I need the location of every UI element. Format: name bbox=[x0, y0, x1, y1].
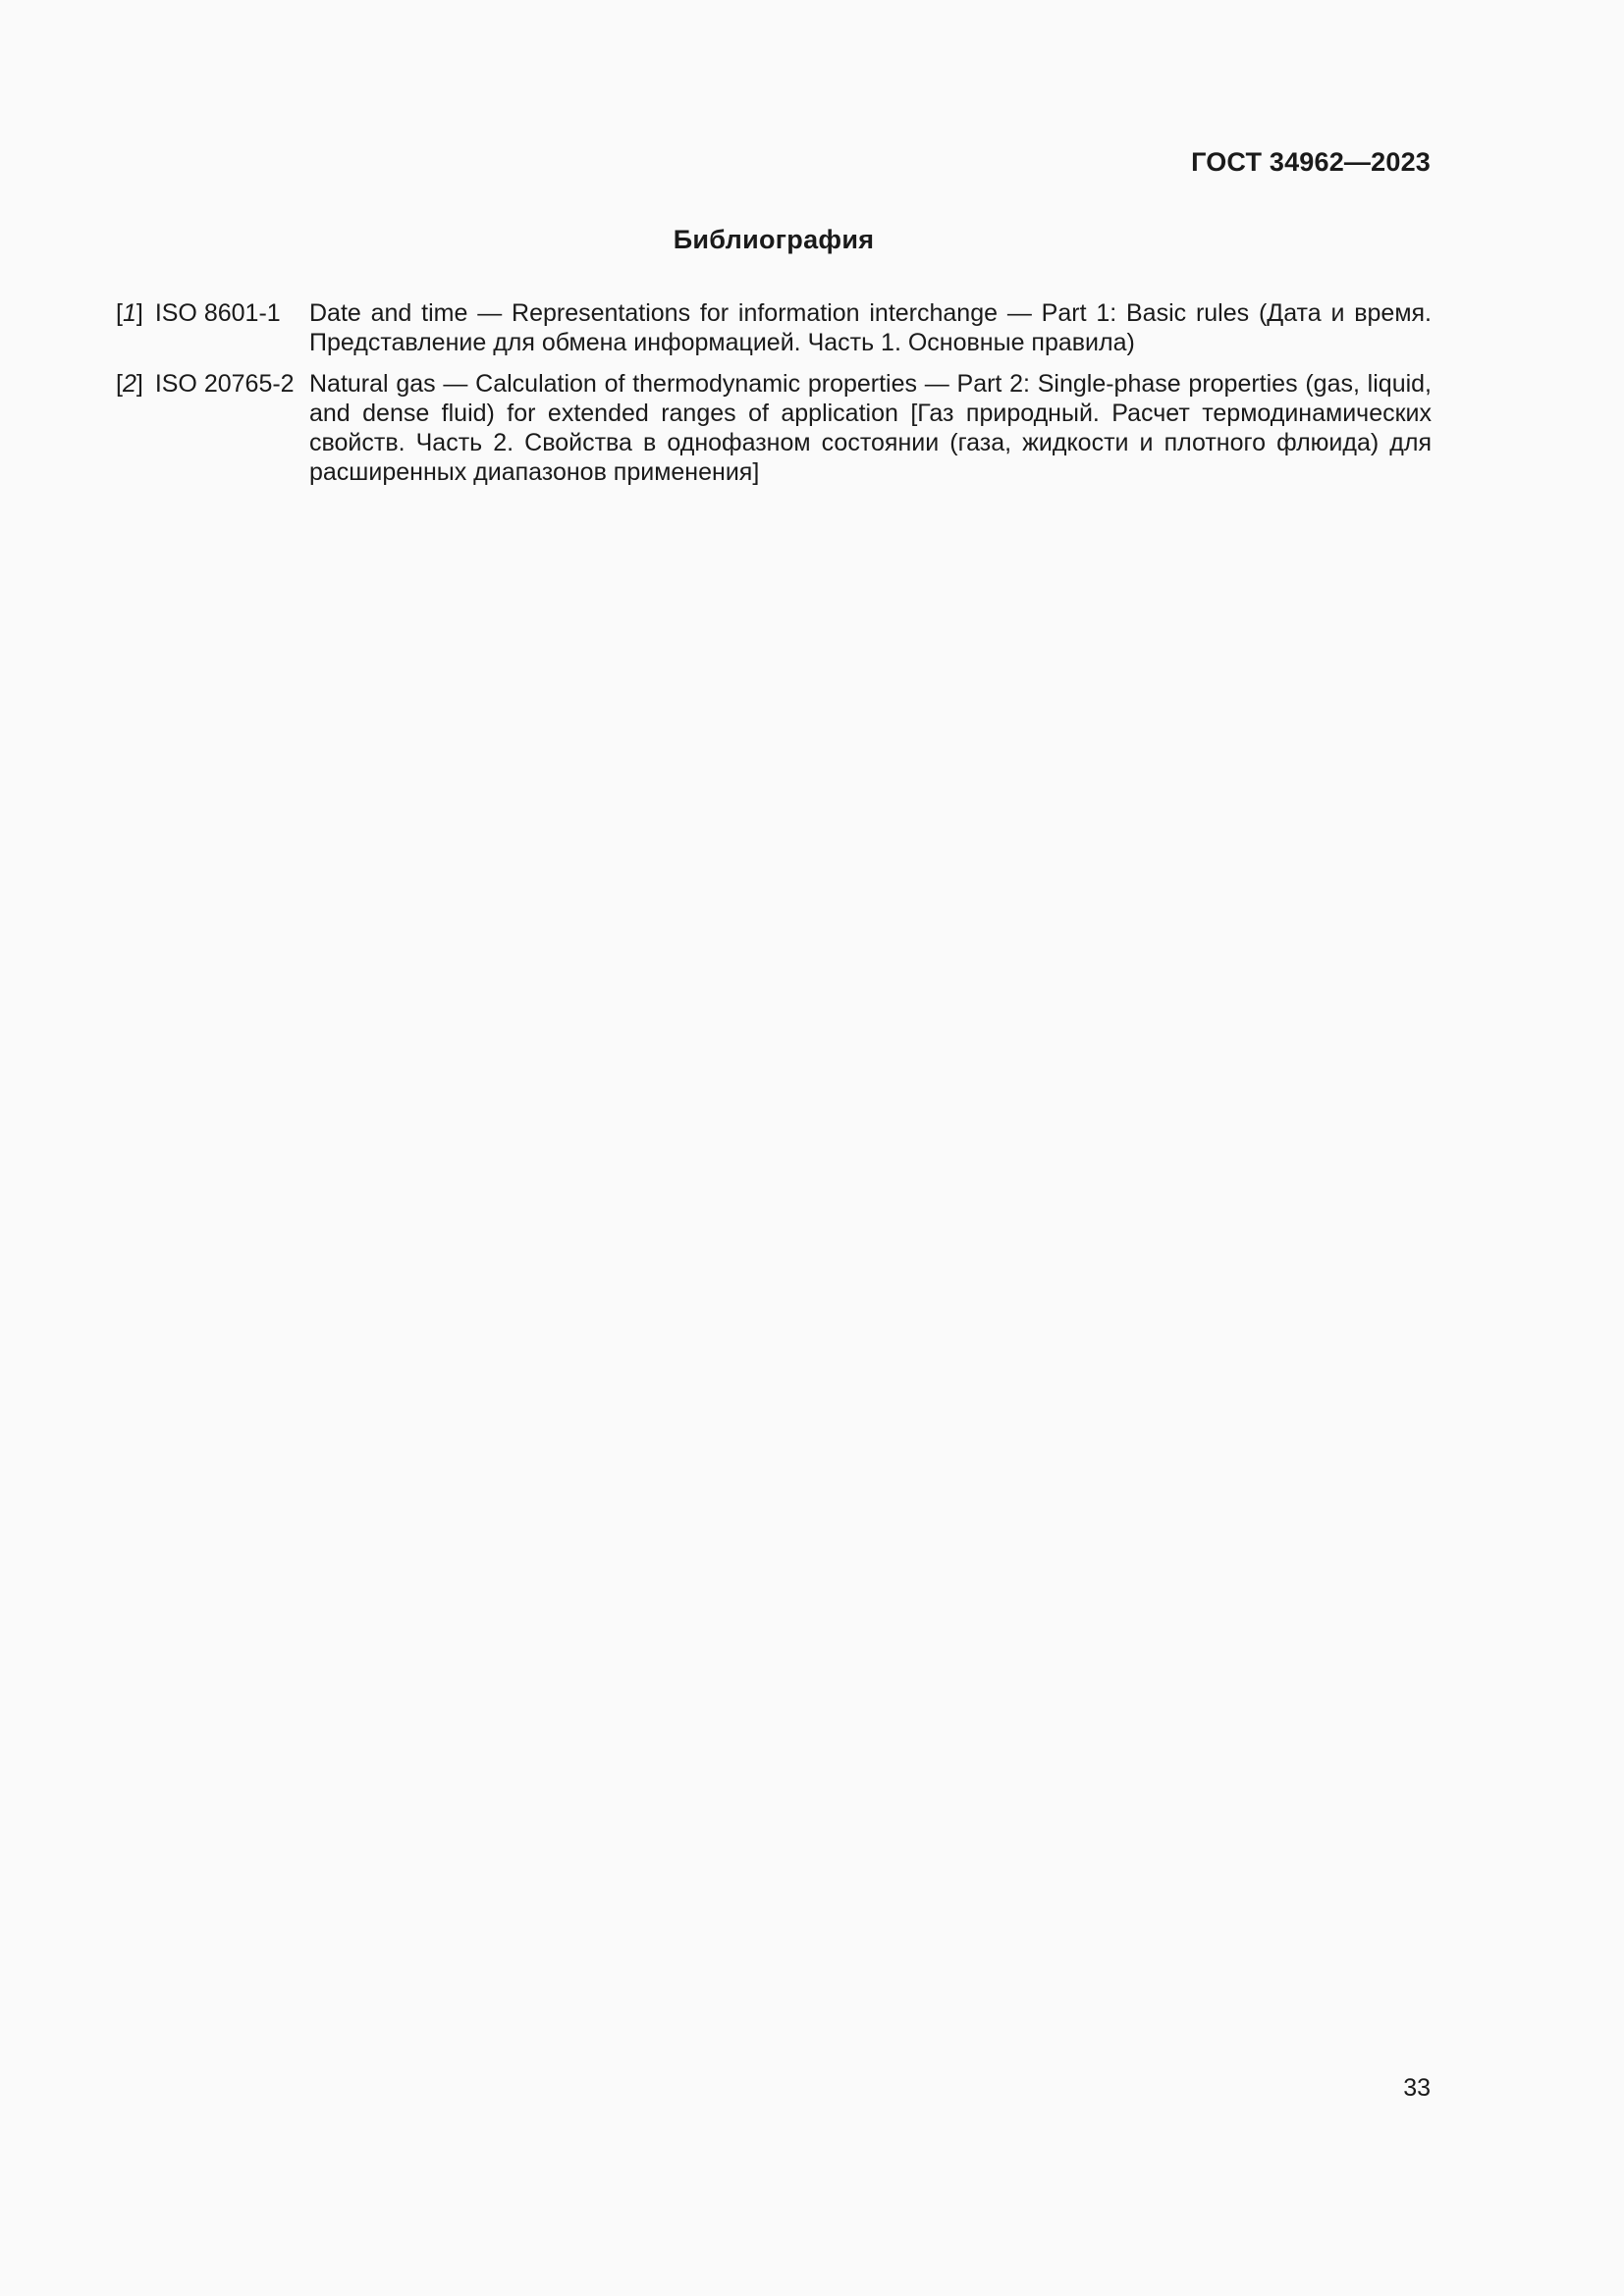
bracket-open: [ bbox=[116, 370, 123, 398]
standard-code: ISO 8601-1 bbox=[154, 299, 281, 327]
bibliography-entry bbox=[116, 298, 1432, 357]
standard-code: ISO 20765-2 bbox=[154, 370, 295, 398]
section-title: Библиография bbox=[673, 225, 875, 254]
bibliography-text: Natural gas — Calculation of thermodynamic properties — Part 2: Single-phase properties (gas, liquid, and dense fluid) for extended ranges of application [Газ природный. Расчет термодинамических свойств. Часть 2. Свойства в однофазном состоянии (газа, жидкости и плотного флюида) для расширенных диапазонов применения] bbox=[309, 370, 1432, 486]
bibliography-list bbox=[116, 298, 1432, 499]
bibliography-number: 2 bbox=[122, 370, 136, 398]
bibliography-reference bbox=[116, 298, 281, 328]
document-code: ГОСТ 34962—2023 bbox=[1191, 147, 1431, 177]
bracket-close: ] bbox=[135, 299, 143, 327]
bracket-open: [ bbox=[116, 299, 123, 327]
bibliography-entry bbox=[116, 369, 1432, 487]
bibliography-reference bbox=[116, 369, 295, 399]
bracket-close: ] bbox=[135, 370, 143, 398]
bibliography-number: 1 bbox=[122, 299, 136, 327]
page-number: 33 bbox=[1403, 2074, 1431, 2102]
bibliography-text: Date and time — Representations for information interchange — Part 1: Basic rules (Дата и время. Представление для обмена информацией. Часть 1. Основные правила) bbox=[309, 299, 1432, 356]
